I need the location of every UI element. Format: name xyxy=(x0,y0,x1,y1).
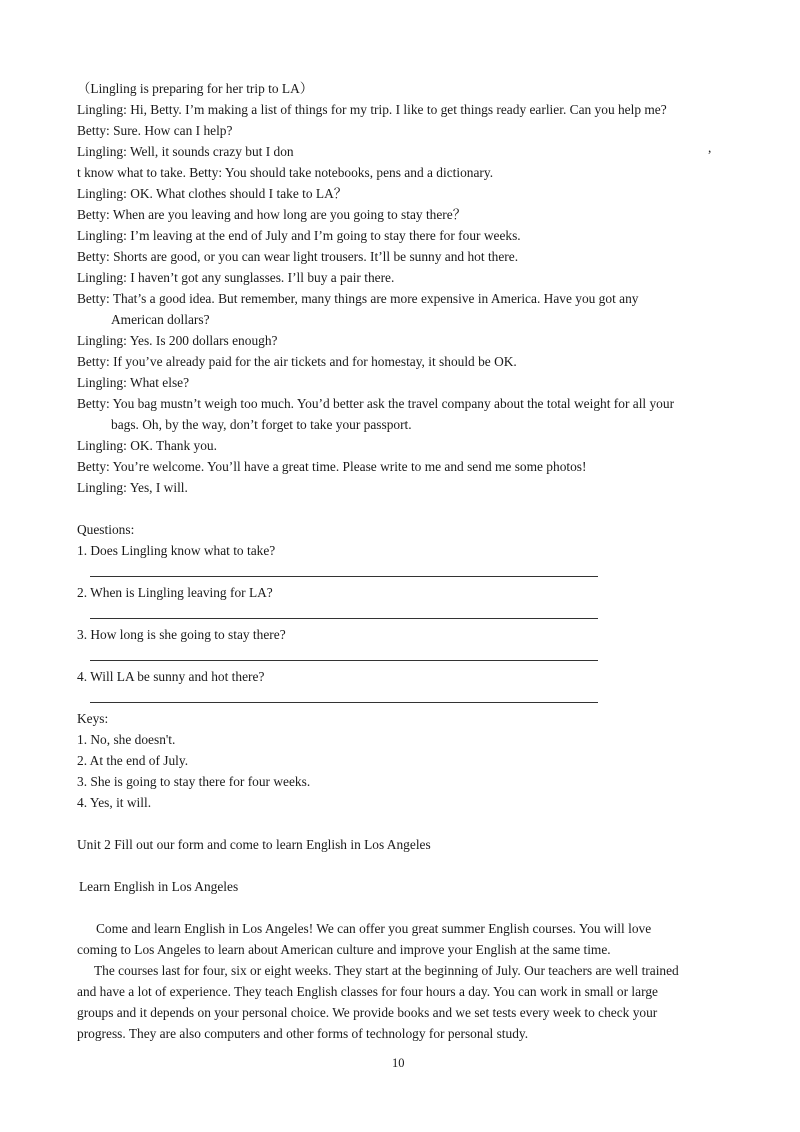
dialogue-line: Lingling: Yes. Is 200 dollars enough? xyxy=(77,333,278,348)
keys-heading: Keys: xyxy=(77,711,109,726)
dialogue-line: Betty: Shorts are good, or you can wear light trousers. It’ll be sunny and hot there. xyxy=(77,249,519,264)
answer-blank xyxy=(90,576,598,577)
dialogue-line: Lingling: What else? xyxy=(77,375,190,390)
answer-blank xyxy=(90,702,598,703)
key-item: 1. No, she doesn't. xyxy=(77,732,176,747)
dialogue-line: Betty: You bag mustn’t weigh too much. You’d better ask the travel company about the total weight for all your xyxy=(77,396,675,411)
dialogue-line: Lingling: I haven’t got any sunglasses. I’ll buy a pair there. xyxy=(77,270,395,285)
dialogue-line: Betty: If you’ve already paid for the air tickets and for homestay, it should be OK. xyxy=(77,354,517,369)
dialogue-line: Betty: That’s a good idea. But remember, many things are more expensive in America. Have you got any xyxy=(77,291,639,306)
paragraph-line: Come and learn English in Los Angeles! We can offer you great summer English courses. You will love xyxy=(96,921,652,936)
key-item: 4. Yes, it will. xyxy=(77,795,152,810)
dialogue-line: Betty: When are you leaving and how long are you going to stay there？ xyxy=(77,207,467,222)
questions-heading: Questions: xyxy=(77,522,135,537)
paragraph-line: coming to Los Angeles to learn about American culture and improve your English at the same time. xyxy=(77,942,611,957)
question-item: 1. Does Lingling know what to take? xyxy=(77,543,276,558)
dialogue-intro: （Lingling is preparing for her trip to LA） xyxy=(77,81,314,96)
paragraph-line: and have a lot of experience. They teach English classes for four hours a day. You can work in small or large xyxy=(77,984,658,999)
stray-comma: , xyxy=(708,140,712,155)
answer-blank xyxy=(90,660,598,661)
dialogue-line: Lingling: OK. What clothes should I take to LA？ xyxy=(77,186,348,201)
paragraph-line: groups and it depends on your personal choice. We provide books and we set tests every week to check your xyxy=(77,1005,658,1020)
unit-subtitle: Learn English in Los Angeles xyxy=(79,879,239,894)
dialogue-line: t know what to take. Betty: You should take notebooks, pens and a dictionary. xyxy=(77,165,494,180)
key-item: 2. At the end of July. xyxy=(77,753,189,768)
paragraph-line: The courses last for four, six or eight weeks. They start at the beginning of July. Our teachers are well trained xyxy=(94,963,679,978)
dialogue-line: Lingling: Yes, I will. xyxy=(77,480,188,495)
dialogue-line: Lingling: OK. Thank you. xyxy=(77,438,217,453)
question-item: 3. How long is she going to stay there? xyxy=(77,627,286,642)
answer-blank xyxy=(90,618,598,619)
dialogue-line: Lingling: I’m leaving at the end of July and I’m going to stay there for four weeks. xyxy=(77,228,521,243)
paragraph-line: progress. They are also computers and other forms of technology for personal study. xyxy=(77,1026,529,1041)
dialogue-line: Betty: Sure. How can I help? xyxy=(77,123,233,138)
dialogue-line-continued: bags. Oh, by the way, don’t forget to take your passport. xyxy=(111,417,412,432)
page-number: 10 xyxy=(392,1056,405,1070)
unit-title: Unit 2 Fill out our form and come to learn English in Los Angeles xyxy=(77,837,431,852)
dialogue-line: Betty: You’re welcome. You’ll have a great time. Please write to me and send me some photos! xyxy=(77,459,587,474)
question-item: 2. When is Lingling leaving for LA? xyxy=(77,585,273,600)
question-item: 4. Will LA be sunny and hot there? xyxy=(77,669,265,684)
dialogue-line: Lingling: Hi, Betty. I’m making a list of things for my trip. I like to get things ready earlier. Can you help me? xyxy=(77,102,667,117)
dialogue-line-continued: American dollars? xyxy=(111,312,210,327)
key-item: 3. She is going to stay there for four weeks. xyxy=(77,774,311,789)
dialogue-line: Lingling: Well, it sounds crazy but I don xyxy=(77,144,294,159)
